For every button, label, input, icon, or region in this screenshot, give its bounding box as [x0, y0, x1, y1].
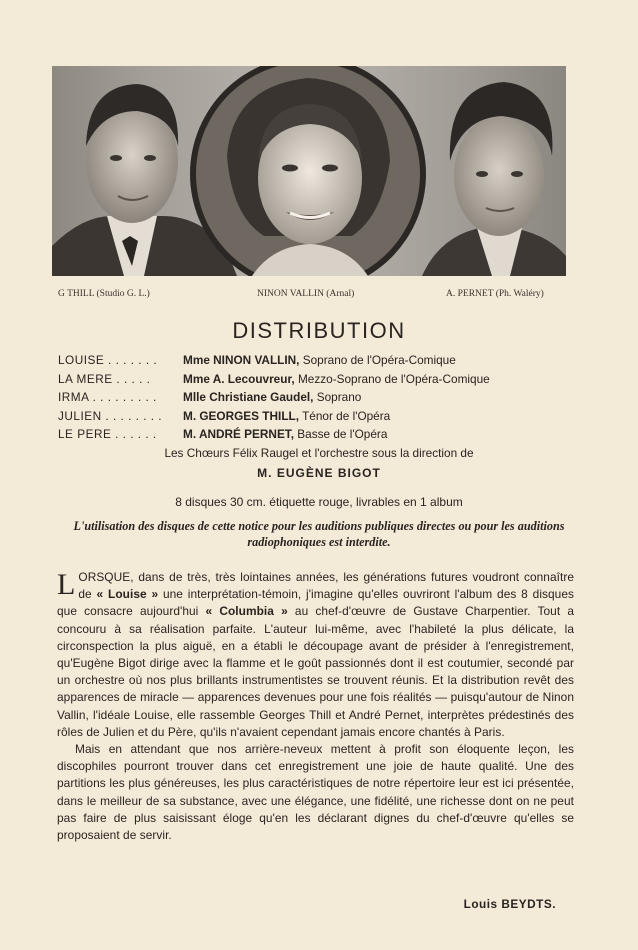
caption-left: G THILL (Studio G. L.): [58, 289, 150, 299]
cast-row: [58, 427, 618, 446]
columbia-label: « Columbia »: [205, 604, 288, 619]
cast-row: [58, 353, 618, 372]
cast-voice: Basse de l'Opéra: [294, 427, 388, 441]
cast-list: [58, 353, 618, 446]
chorus-line: Les Chœurs Félix Raugel et l'orchestre sous la direction de: [164, 446, 474, 460]
cast-role: IRMA . . . . . . . . .: [58, 390, 157, 404]
cast-row: [58, 372, 618, 391]
paragraph-1: [57, 569, 574, 741]
cast-singer: Mme A. Lecouvreur,: [183, 371, 295, 386]
cast-detail: [183, 409, 390, 423]
cast-detail: [183, 353, 456, 367]
louise-title: « Louise »: [96, 587, 159, 602]
cast-row: [58, 390, 618, 409]
paragraph-text: au chef-d'œuvre de Gustave Charpentier. Tout a concouru à sa réalisation parfaite. L'auteur lui-même, avec l'habileté la plus délicate, la circonspection la plus aiguë, en a établi le découpage avant de présider à l'enregistrement, qu'Eugène Bigot dirige avec la flamme et le goût passionnés dont il est coutumier, secondé par un orchestre où nos plus brillants instrumentistes se trouvent réunis. Et la distribution revêt des apparences de miracle — apparences devenues pour une fois réalités — puisqu'autour de Ninon Vallin, l'idéale Louise, elle rassemble Georges Thill et André Pernet, interprètes prédestinés des rôles de Julien et du Père, qu'ils n'avaient cependant jamais encore chantés à Paris.: [57, 604, 575, 739]
liner-notes: [57, 569, 574, 844]
distribution-title: DISTRIBUTION: [232, 318, 406, 343]
conductor-name: M. EUGÈNE BIGOT: [257, 466, 381, 480]
photo-captions: [52, 289, 572, 303]
photo-strip: [52, 66, 566, 276]
cast-singer: M. ANDRÉ PERNET,: [183, 427, 294, 441]
signature: Louis BEYDTS.: [463, 897, 556, 911]
paragraph-2: Mais en attendant que nos arrière-neveux mettent à profit son éloquente leçon, les discophiles pourront trouver dans cet enregistrement une joie de haute qualité. Une des partitions les plus généreuses, les plus caractéristiques de notre répertoire leur est ici présentée, dans le meilleur de sa substance, avec une élégance, une fidélité, une richesse dont on ne peut pas faire de plus saisissant éloge qu'en les déclarant dignes du chef-d'œuvre qu'elles se proposaient de servir.: [57, 742, 574, 843]
cast-role: LOUISE . . . . . . .: [58, 353, 158, 367]
cast-voice: Soprano de l'Opéra-Comique: [299, 353, 456, 367]
cast-role: JULIEN . . . . . . . .: [58, 408, 163, 423]
usage-notice: L'utilisation des disques de cette notice pour les auditions publiques directes ou pour les auditions radiophoniques est interdite.: [73, 519, 565, 549]
caption-center: NINON VALLIN (Arnal): [257, 289, 355, 299]
cast-singer: M. GEORGES THILL,: [183, 408, 300, 423]
caption-right: A. PERNET (Ph. Waléry): [446, 289, 544, 299]
portrait-georges-thill: [52, 66, 566, 276]
paragraph-text: ORSQUE, dans de très, très lointaines années, les générations futures voudront connaître de: [78, 570, 574, 602]
cast-detail: [183, 390, 361, 404]
cast-voice: Mezzo-Soprano de l'Opéra-Comique: [294, 371, 490, 386]
cast-detail: [183, 372, 490, 386]
cast-detail: [183, 427, 387, 441]
cast-role: LA MERE . . . . .: [58, 371, 151, 386]
records-info: 8 disques 30 cm. étiquette rouge, livrables en 1 album: [175, 495, 463, 509]
cast-voice: Ténor de l'Opéra: [299, 408, 391, 423]
cast-voice: Soprano: [313, 390, 362, 404]
cast-row: [58, 409, 618, 428]
cast-singer: Mme NINON VALLIN,: [183, 353, 300, 367]
cast-role: LE PERE . . . . . .: [58, 427, 157, 441]
cast-singer: Mlle Christiane Gaudel,: [183, 390, 314, 404]
paragraph-text: une interprétation-témoin, j'imagine qu'elles ouvriront l'album des 8 disques que consacre aujourd'hui: [57, 587, 574, 619]
dropcap: L: [57, 568, 76, 601]
